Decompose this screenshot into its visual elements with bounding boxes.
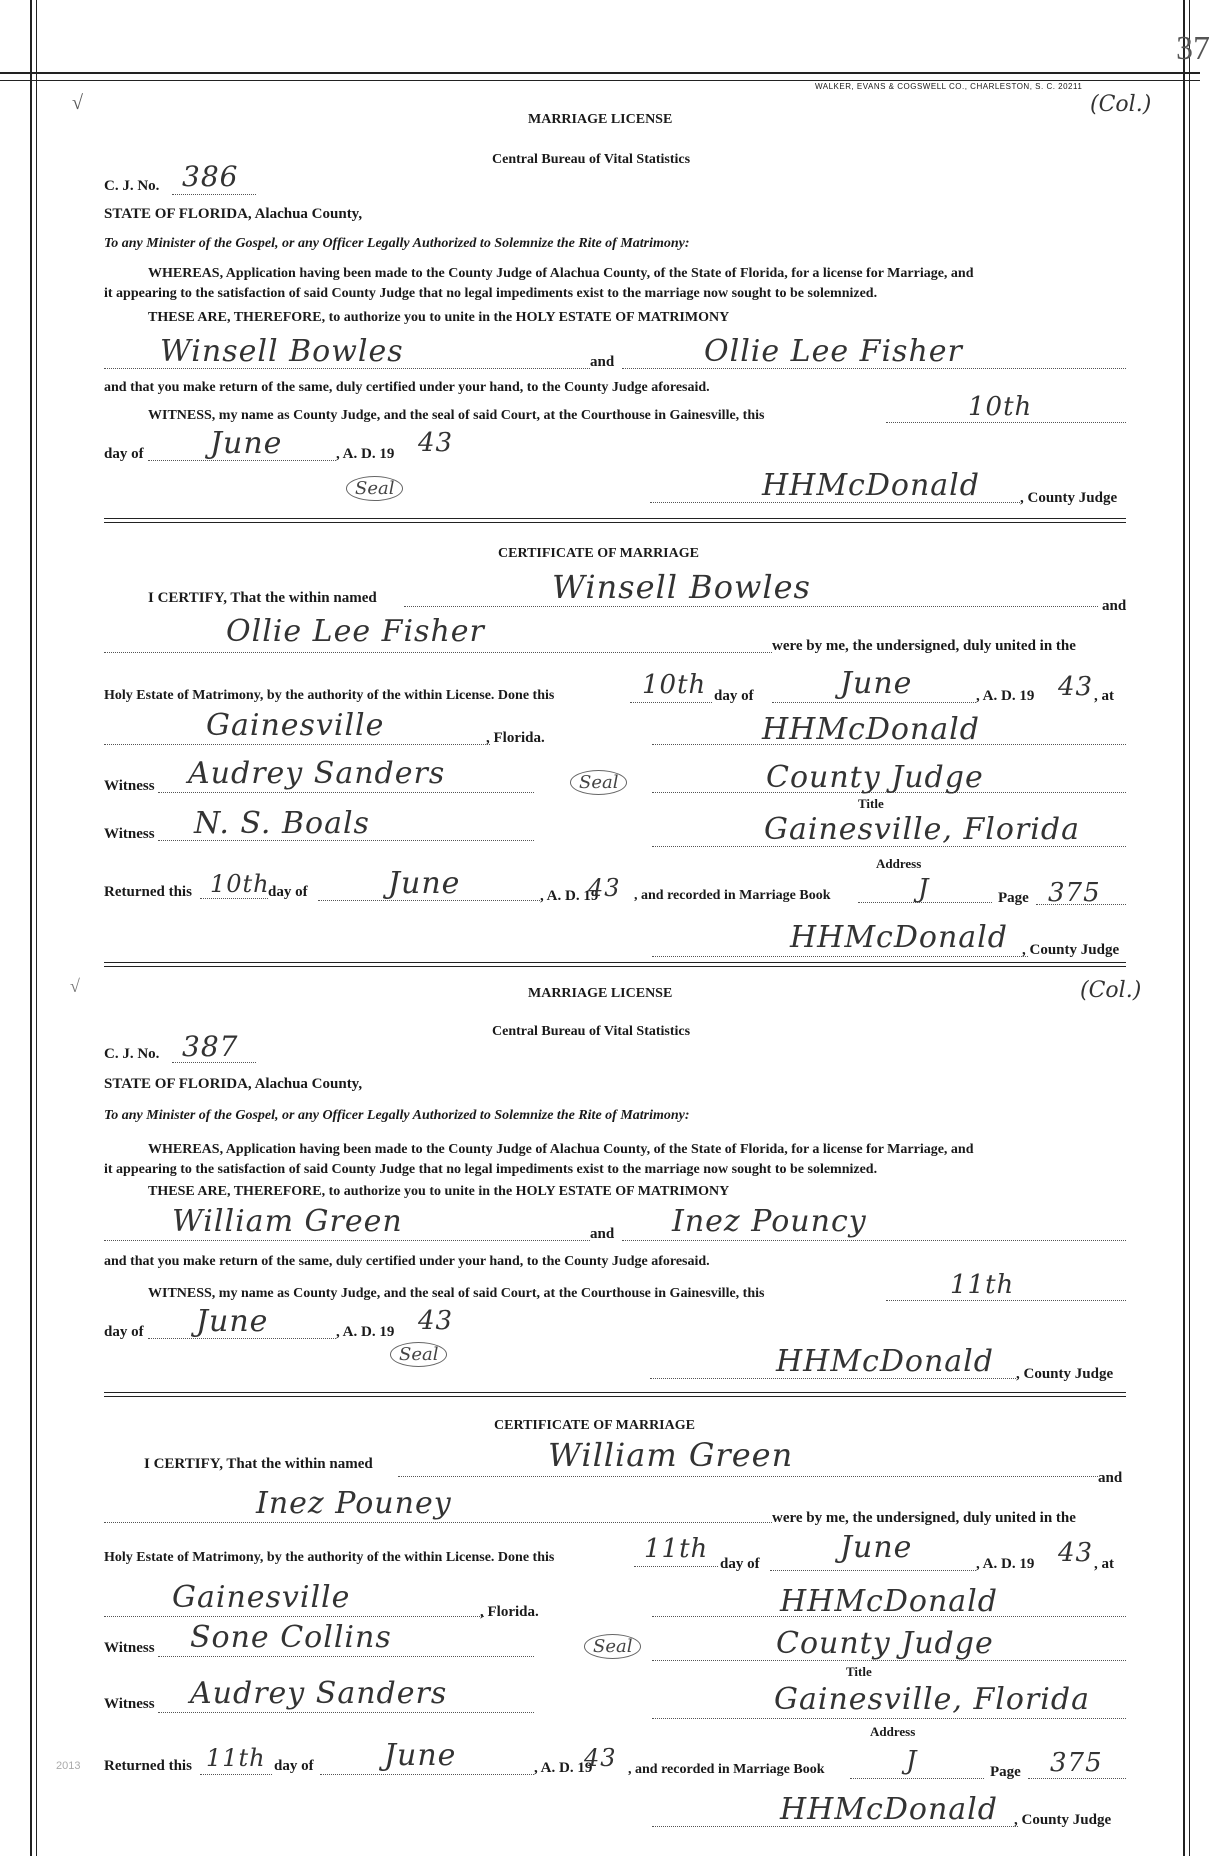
page-number: 375 [1048, 878, 1101, 908]
returned-day-of: day of [268, 884, 308, 900]
col-note: (Col.) [1080, 978, 1142, 1003]
license-groom: William Green [172, 1204, 403, 1239]
bureau-line: Central Bureau of Vital Statistics [492, 152, 691, 167]
recorder-line [652, 956, 1028, 957]
bride-line [622, 1240, 1126, 1241]
page-number: 375 [1050, 1748, 1103, 1778]
address-line [652, 1718, 1126, 1719]
certificate-title: CERTIFICATE OF MARRIAGE [498, 546, 699, 561]
county-judge-label: , County Judge [1016, 1366, 1114, 1382]
and-label: and [590, 1226, 615, 1242]
officiant-title: County Judge [766, 760, 984, 795]
done-day: 11th [644, 1534, 709, 1564]
witness-line: WITNESS, my name as County Judge, and the seal of said Court, at the Courthouse in Gainesville, this [148, 408, 765, 423]
witness-2-line [158, 1712, 534, 1713]
license-month: June [210, 426, 283, 461]
license-year: 43 [418, 1306, 454, 1336]
done-month-line [770, 1570, 976, 1571]
day-of-label: day of [104, 1324, 144, 1340]
seal-mark: Seal [346, 476, 403, 501]
section-divider [104, 518, 1126, 519]
day-line [886, 422, 1126, 423]
license-year: 43 [418, 428, 454, 458]
return-line: and that you make return of the same, duly certified under your hand, to the County Judge aforesaid. [104, 380, 710, 395]
place: Gainesville [172, 1580, 351, 1615]
returned-month-line [320, 1774, 534, 1775]
returned-label: Returned this [104, 884, 192, 900]
cert-bride: Inez Pouney [256, 1486, 452, 1521]
book-line [850, 1778, 984, 1779]
address-label: Address [876, 856, 922, 871]
book-letter: J [918, 874, 930, 904]
address-label: Address [870, 1724, 916, 1739]
returned-day: 11th [206, 1744, 266, 1772]
recorded-label: , and recorded in Marriage Book [634, 888, 831, 903]
day-of-label: day of [104, 446, 144, 462]
left-border-line-inner [36, 0, 37, 1856]
done-day: 10th [642, 670, 707, 700]
county-judge-label: , County Judge [1020, 490, 1118, 506]
done-year: 43 [1058, 672, 1094, 702]
cj-number-line [172, 194, 256, 195]
witness-2: N. S. Boals [194, 806, 370, 841]
bureau-line: Central Bureau of Vital Statistics [492, 1024, 691, 1039]
whereas-line-1: WHEREAS, Application having been made to the County Judge of Alachua County, of the State of Florida, for a license for Marriage, and [148, 1142, 974, 1157]
returned-year: 43 [584, 1744, 617, 1772]
returned-year: 43 [588, 874, 621, 902]
returned-day-line [200, 1774, 272, 1775]
license-bride: Inez Pouncy [672, 1204, 867, 1239]
record-divider-double [104, 966, 1126, 967]
right-border-line-inner [1189, 0, 1190, 1856]
returned-month: June [384, 1738, 457, 1773]
license-bride: Ollie Lee Fisher [704, 334, 963, 369]
officiant-signature: HHMcDonald [780, 1584, 998, 1619]
witness-1-label: Witness [104, 1640, 155, 1656]
state-line: STATE OF FLORIDA, Alachua County, [104, 206, 363, 222]
to-line: To any Minister of the Gospel, or any Officer Legally Authorized to Solemnize the Rite of Matrimony: [104, 236, 690, 251]
book-letter: J [906, 1746, 918, 1776]
certify-label: I CERTIFY, That the within named [144, 1456, 373, 1472]
holy-estate-label: Holy Estate of Matrimony, by the authority of the within License. Done this [104, 1550, 555, 1565]
cert-groom-line [398, 1476, 1098, 1477]
groom-line [104, 1240, 590, 1241]
top-border-line-inner [0, 80, 1200, 81]
check-mark: √ [72, 92, 83, 114]
top-border-line [0, 72, 1200, 74]
done-month: June [840, 666, 913, 701]
returned-day-of: day of [274, 1758, 314, 1774]
cert-bride-line [104, 652, 772, 653]
check-mark: √ [70, 976, 80, 996]
done-ad-label: , A. D. 19 [976, 1556, 1035, 1572]
cert-bride: Ollie Lee Fisher [226, 614, 485, 649]
florida-label: , Florida. [486, 730, 545, 746]
cj-label: C. J. No. [104, 1046, 160, 1062]
record-divider [104, 962, 1126, 963]
done-month-line [772, 702, 976, 703]
cert-groom: Winsell Bowles [552, 568, 811, 606]
right-border-line [1183, 0, 1185, 1856]
united-label: were by me, the undersigned, duly united in the [772, 1510, 1076, 1526]
done-day-line [634, 1566, 718, 1567]
cert-and-label: and [1102, 598, 1127, 614]
place-line [104, 744, 490, 745]
printer-imprint: WALKER, EVANS & COGSWELL CO., CHARLESTON, S. C. 20211 [815, 82, 1083, 91]
license-title: MARRIAGE LICENSE [528, 112, 673, 127]
these-are-line: THESE ARE, THEREFORE, to authorize you to unite in the HOLY ESTATE OF MATRIMONY [148, 310, 730, 325]
col-note: (Col.) [1090, 92, 1152, 117]
whereas-line-1: WHEREAS, Application having been made to the County Judge of Alachua County, of the State of Florida, for a license for Marriage, and [148, 266, 974, 281]
and-label: and [590, 354, 615, 370]
recorder-signature: HHMcDonald [790, 920, 1008, 955]
cj-number: 387 [182, 1030, 239, 1063]
united-label: were by me, the undersigned, duly united in the [772, 638, 1076, 654]
recorder-county-judge: , County Judge [1014, 1812, 1112, 1828]
section-divider [104, 1392, 1126, 1393]
page-number-line [1028, 1778, 1126, 1779]
ad-label: , A. D. 19 [336, 1324, 395, 1340]
cert-and-label: and [1098, 1470, 1123, 1486]
witness-2: Audrey Sanders [190, 1676, 448, 1711]
ad-label: , A. D. 19 [336, 446, 395, 462]
place-line [104, 1616, 484, 1617]
footer-fragment: 2013 [56, 1760, 81, 1772]
done-ad-label: , A. D. 19 [976, 688, 1035, 704]
license-title: MARRIAGE LICENSE [528, 986, 673, 1001]
done-month: June [840, 1530, 913, 1565]
place: Gainesville [206, 708, 385, 743]
cert-bride-line [104, 1522, 772, 1523]
done-year: 43 [1058, 1538, 1094, 1568]
returned-label: Returned this [104, 1758, 192, 1774]
to-line: To any Minister of the Gospel, or any Officer Legally Authorized to Solemnize the Rite of Matrimony: [104, 1108, 690, 1123]
holy-estate-label: Holy Estate of Matrimony, by the authority of the within License. Done this [104, 688, 555, 703]
cert-groom: William Green [548, 1436, 794, 1474]
recorder-signature: HHMcDonald [780, 1792, 998, 1827]
section-divider-double [104, 1396, 1126, 1397]
witness-1-line [158, 792, 534, 793]
judge-signature: HHMcDonald [776, 1344, 994, 1379]
license-day: 11th [950, 1270, 1015, 1300]
license-day: 10th [968, 392, 1033, 422]
cert-seal-mark: Seal [584, 1634, 641, 1659]
whereas-line-2: it appearing to the satisfaction of said County Judge that no legal impediments exist to the marriage now sought to be solemnized. [104, 1162, 878, 1177]
done-day-line [630, 702, 712, 703]
returned-ad-label: , A. D. 19 [540, 888, 599, 904]
returned-month: June [388, 866, 461, 901]
witness-line: WITNESS, my name as County Judge, and the seal of said Court, at the Courthouse in Gainesville, this [148, 1286, 765, 1301]
return-line: and that you make return of the same, duly certified under your hand, to the County Judge aforesaid. [104, 1254, 710, 1269]
florida-label: , Florida. [480, 1604, 539, 1620]
whereas-line-2: it appearing to the satisfaction of said County Judge that no legal impediments exist to the marriage now sought to be solemnized. [104, 286, 878, 301]
certify-label: I CERTIFY, That the within named [148, 590, 377, 606]
day-line [886, 1300, 1126, 1301]
at-label: , at [1094, 1556, 1114, 1572]
these-are-line: THESE ARE, THEREFORE, to authorize you to unite in the HOLY ESTATE OF MATRIMONY [148, 1184, 730, 1199]
at-label: , at [1094, 688, 1114, 704]
title-label: Title [858, 796, 884, 811]
officiant-title: County Judge [776, 1626, 994, 1661]
address: Gainesville, Florida [764, 812, 1080, 847]
page-label: Page [990, 1764, 1021, 1780]
returned-day-line [200, 898, 268, 899]
cert-seal-mark: Seal [570, 770, 627, 795]
witness-1: Audrey Sanders [188, 756, 446, 791]
seal-mark: Seal [390, 1342, 447, 1367]
witness-1-label: Witness [104, 778, 155, 794]
recorder-county-judge: , County Judge [1022, 942, 1120, 958]
certificate-title: CERTIFICATE OF MARRIAGE [494, 1418, 695, 1433]
cert-groom-line [404, 606, 1098, 607]
recorded-label: , and recorded in Marriage Book [628, 1762, 825, 1777]
license-groom: Winsell Bowles [160, 334, 404, 369]
address: Gainesville, Florida [774, 1682, 1090, 1717]
witness-2-label: Witness [104, 1696, 155, 1712]
officiant-signature: HHMcDonald [762, 712, 980, 747]
state-line: STATE OF FLORIDA, Alachua County, [104, 1076, 363, 1092]
returned-ad-label: , A. D. 19 [534, 1760, 593, 1776]
page-corner-number: 37 [1176, 30, 1210, 67]
cj-label: C. J. No. [104, 178, 160, 194]
done-day-of: day of [714, 688, 754, 704]
page-label: Page [998, 890, 1029, 906]
witness-1-line [158, 1656, 534, 1657]
witness-1: Sone Collins [190, 1620, 392, 1655]
license-month: June [196, 1304, 269, 1339]
witness-2-label: Witness [104, 826, 155, 842]
done-day-of: day of [720, 1556, 760, 1572]
cj-number: 386 [182, 160, 239, 193]
returned-day: 10th [210, 870, 270, 898]
judge-signature: HHMcDonald [762, 468, 980, 503]
section-divider-double [104, 522, 1126, 523]
title-label: Title [846, 1664, 872, 1679]
left-border-line [30, 0, 32, 1856]
